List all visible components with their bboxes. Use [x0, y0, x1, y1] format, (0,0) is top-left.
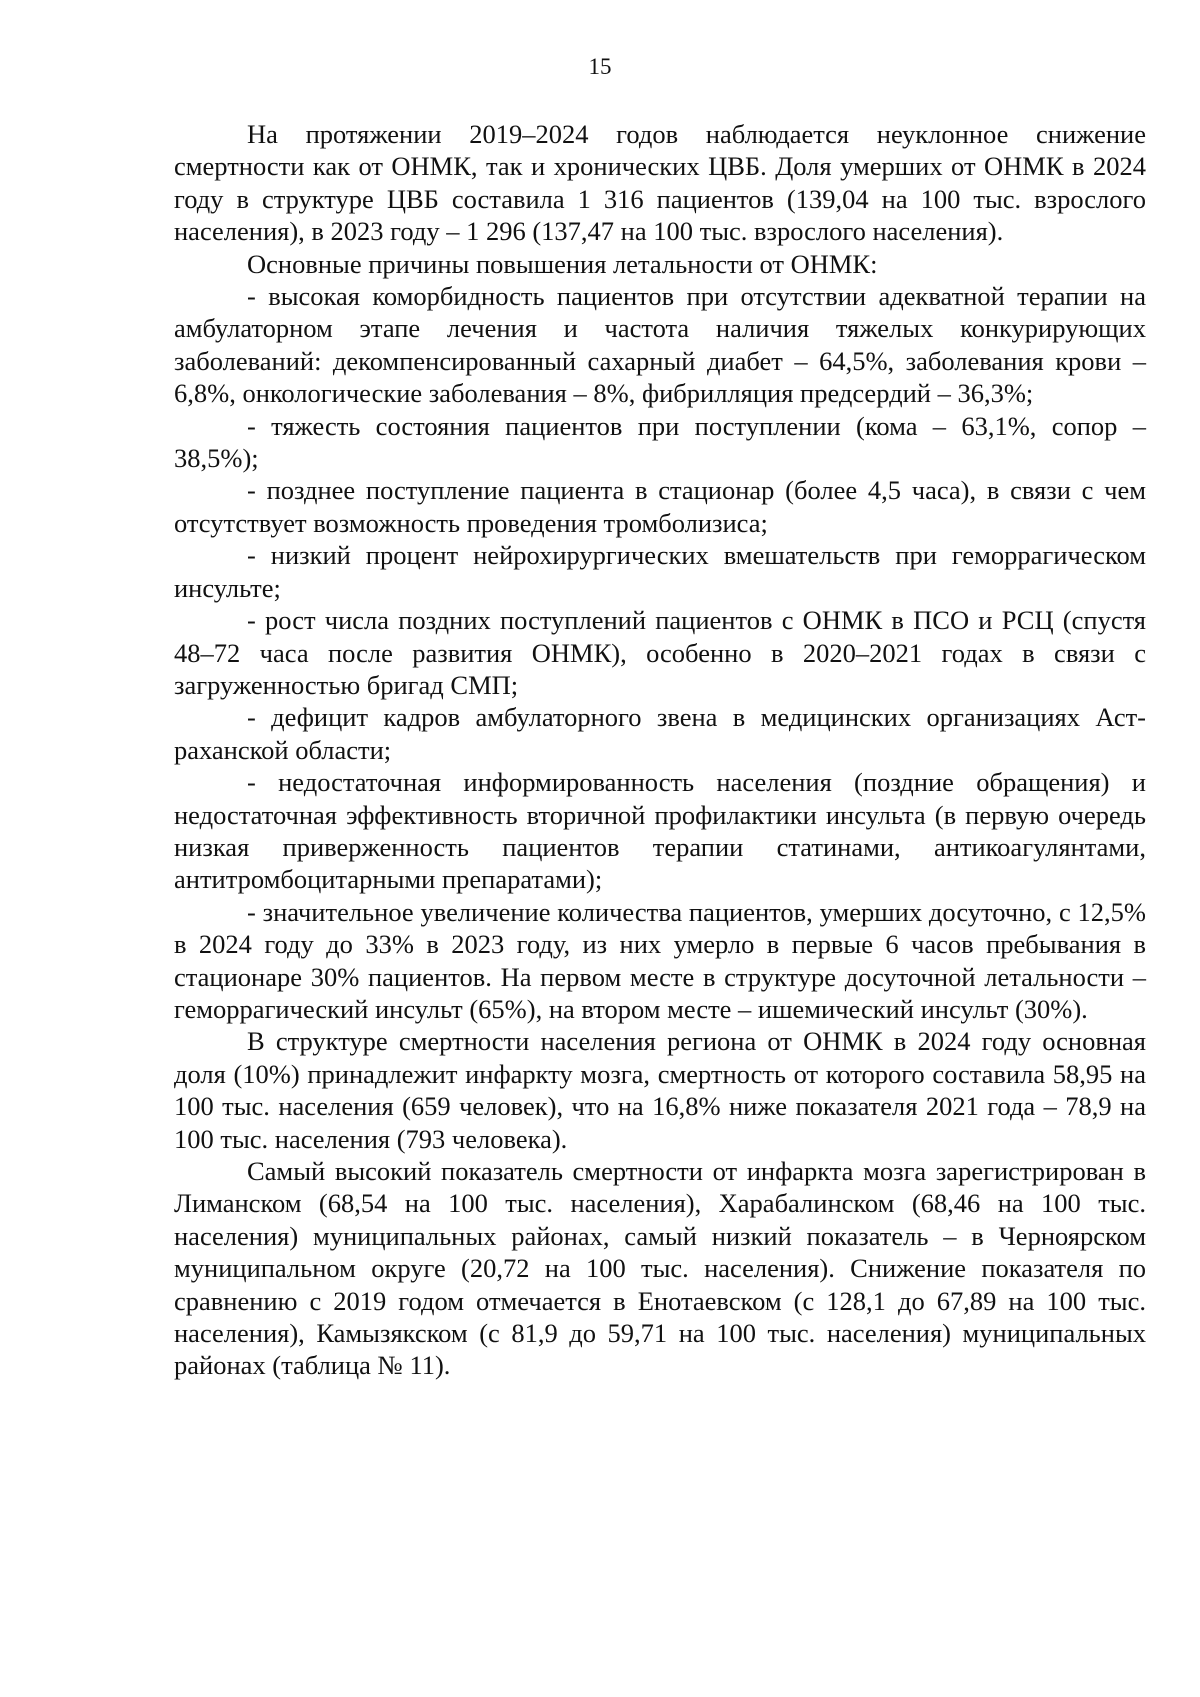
list-item-late-admission: - позднее поступление пациента в стационар (более 4,5 часа), в связи с чем отсутствует возможность проведения тромболизиса;	[174, 475, 1146, 538]
list-item-awareness: - недостаточная информированность населения (поздние обращения) и недостаточная эффективность вторичной профилактики инсульта (в первую очередь низкая приверженность пациентов терапии статинами, антикоагулянтами, антитромбоцитарными препаратами);	[174, 767, 1146, 895]
document-body	[174, 118, 1146, 1382]
list-item-staff-shortage: - дефицит кадров амбулаторного звена в медицинских организациях Астраханской области;	[174, 702, 1146, 765]
list-item-late-admissions-growth: - рост числа поздних поступлений пациентов с ОНМК в ПСО и РСЦ (спустя 48–72 часа после развития ОНМК), особенно в 2020–2021 годах в связи с загруженностью бригад СМП;	[174, 605, 1146, 700]
list-item-severity: - тяжесть состояния пациентов при поступлении (кома – 63,1%, сопор – 38,5%);	[174, 410, 1146, 474]
list-item-neurosurgery: - низкий процент нейрохирургических вмешательств при геморрагическом инсульте;	[174, 540, 1146, 603]
paragraph-mortality-trend: На протяжении 2019–2024 годов наблюдается неуклонное снижение смертности как от ОНМК, так и хронических ЦВБ. Доля умерших от ОНМК в 2024 году в структуре ЦВБ составила 1 316 пациентов (139,04 на 100 тыс. взрослого населения), в 2023 году – 1 296 (137,47 на 100 тыс. взрослого населения).	[174, 119, 1146, 247]
page-number: 15	[588, 54, 612, 79]
list-item-comorbidity: - высокая коморбидность пациентов при отсутствии адекватной терапии на амбулаторном этапе лечения и частота наличия тяжелых конкурирующих заболеваний: декомпенсированный сахарный диабет – 64,5%, заболевания крови – 6,8%, онкологические заболевания – 8%, фибрилляция предсердий – 36,3%;	[174, 281, 1146, 409]
paragraph-main-causes-heading: Основные причины повышения летальности от ОНМК:	[247, 248, 878, 279]
paragraph-brain-infarction: В структуре смертности населения региона от ОНМК в 2024 году основная доля (10%) принадлежит инфаркту мозга, смертность от которого составила 58,95 на 100 тыс. населения (659 человек), что на 16,8% ниже показателя 2021 года – 78,9 на 100 тыс. населения (793 человека).	[174, 1026, 1146, 1154]
paragraph-districts: Самый высокий показатель смертности от инфаркта мозга зарегистрирован в Лиманском (68,54 на 100 тыс. населения), Харабалинском (68,46 на 100 тыс. населения) муниципальных районах, самый низкий показатель – в Черноярском муниципальном округе (20,72 на 100 тыс. населения). Снижение показателя по сравнению с 2019 годом отмечается в Енотаевском (с 128,1 до 67,89 на 100 тыс. населения), Камызякском (с 81,9 до 59,71 на 100 тыс. населения) муниципальных районах (таблица № 11).	[174, 1156, 1146, 1381]
list-item-early-deaths: - значительное увеличение количества пациентов, умерших досуточно, с 12,5% в 2024 году до 33% в 2023 году, из них умерло в первые 6 часов пребывания в стационаре 30% пациентов. На первом месте в структуре досуточной летальности – геморрагический инсульт (65%), на втором месте – ишемический инсульт (30%).	[174, 896, 1146, 1024]
